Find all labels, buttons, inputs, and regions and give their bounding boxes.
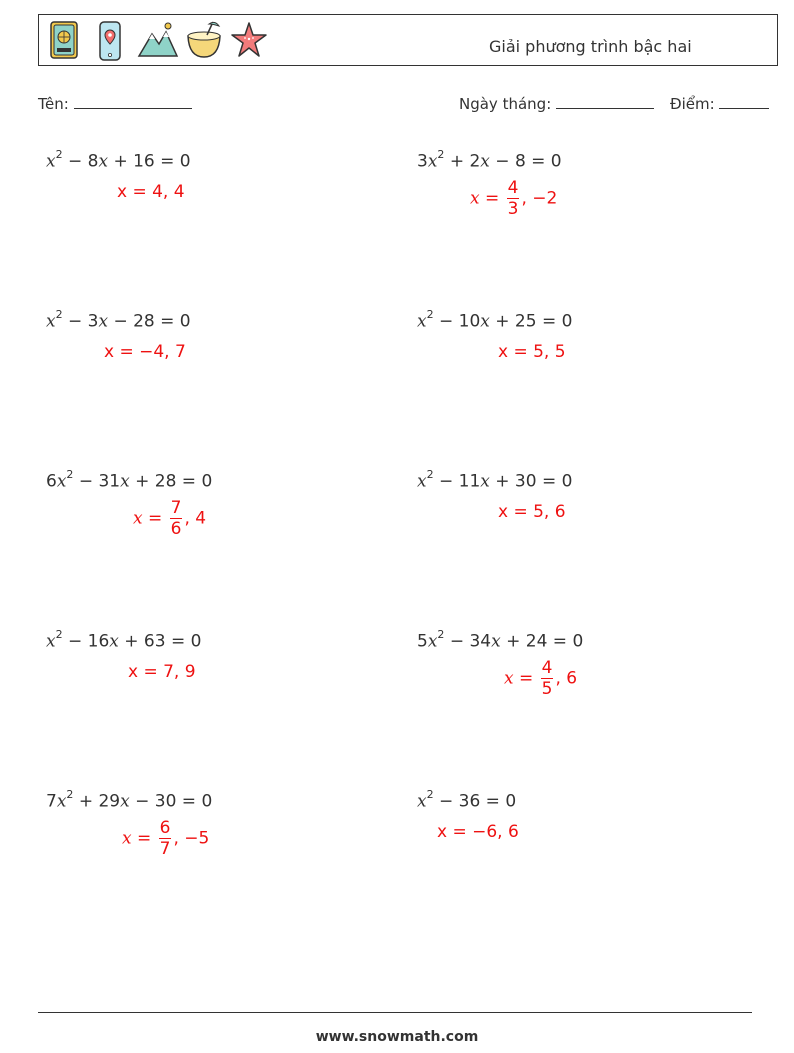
answer-6: x = 5, 6	[498, 502, 566, 522]
passport-icon	[49, 20, 79, 60]
phone-location-icon	[97, 20, 123, 62]
problem-8: $5x^2 - 34x + 24 = 0$	[417, 628, 584, 652]
problem-6: $x^2 - 11x + 30 = 0$	[417, 468, 573, 492]
score-label: Điểm:	[670, 95, 715, 113]
name-label: Tên:	[38, 95, 69, 113]
score-field	[670, 94, 769, 113]
footer-site: www.snowmath.com	[315, 1029, 479, 1045]
name-field	[38, 94, 192, 113]
answer-4: x = 5, 5	[498, 342, 566, 362]
problem-2: $3x^2 + 2x - 8 = 0$	[417, 148, 562, 172]
footer-divider	[38, 1012, 752, 1013]
problem-9: $7x^2 + 29x - 30 = 0$	[46, 788, 213, 812]
problem-1: $x^2 - 8x + 16 = 0$	[46, 148, 191, 172]
problem-10: $x^2 - 36 = 0$	[417, 788, 517, 812]
date-blank	[556, 94, 654, 109]
answer-9: x = $\frac{6}{7}$ , −5	[122, 818, 210, 859]
problem-7: $x^2 - 16x + 63 = 0$	[46, 628, 202, 652]
answer-10: x = −6, 6	[437, 822, 519, 842]
name-blank	[74, 94, 192, 109]
answer-8: x = $\frac{4}{5}$ , 6	[504, 658, 578, 699]
mountains-icon	[137, 20, 179, 60]
coconut-drink-icon	[185, 20, 223, 60]
problem-4: $x^2 - 10x + 25 = 0$	[417, 308, 573, 332]
answer-1: x = 4, 4	[117, 182, 185, 202]
answer-3: x = −4, 7	[104, 342, 186, 362]
score-blank	[719, 94, 769, 109]
date-label: Ngày tháng:	[459, 95, 552, 113]
starfish-icon	[229, 20, 269, 60]
worksheet-header	[38, 14, 778, 66]
answer-2: x = $\frac{4}{3}$ , −2	[470, 178, 558, 219]
problem-5: $6x^2 - 31x + 28 = 0$	[46, 468, 213, 492]
answer-5: x = $\frac{7}{6}$ , 4	[133, 498, 207, 539]
answer-7: x = 7, 9	[128, 662, 196, 682]
date-field	[459, 94, 654, 113]
problem-3: $x^2 - 3x - 28 = 0$	[46, 308, 191, 332]
worksheet-title: Giải phương trình bậc hai	[489, 37, 692, 56]
